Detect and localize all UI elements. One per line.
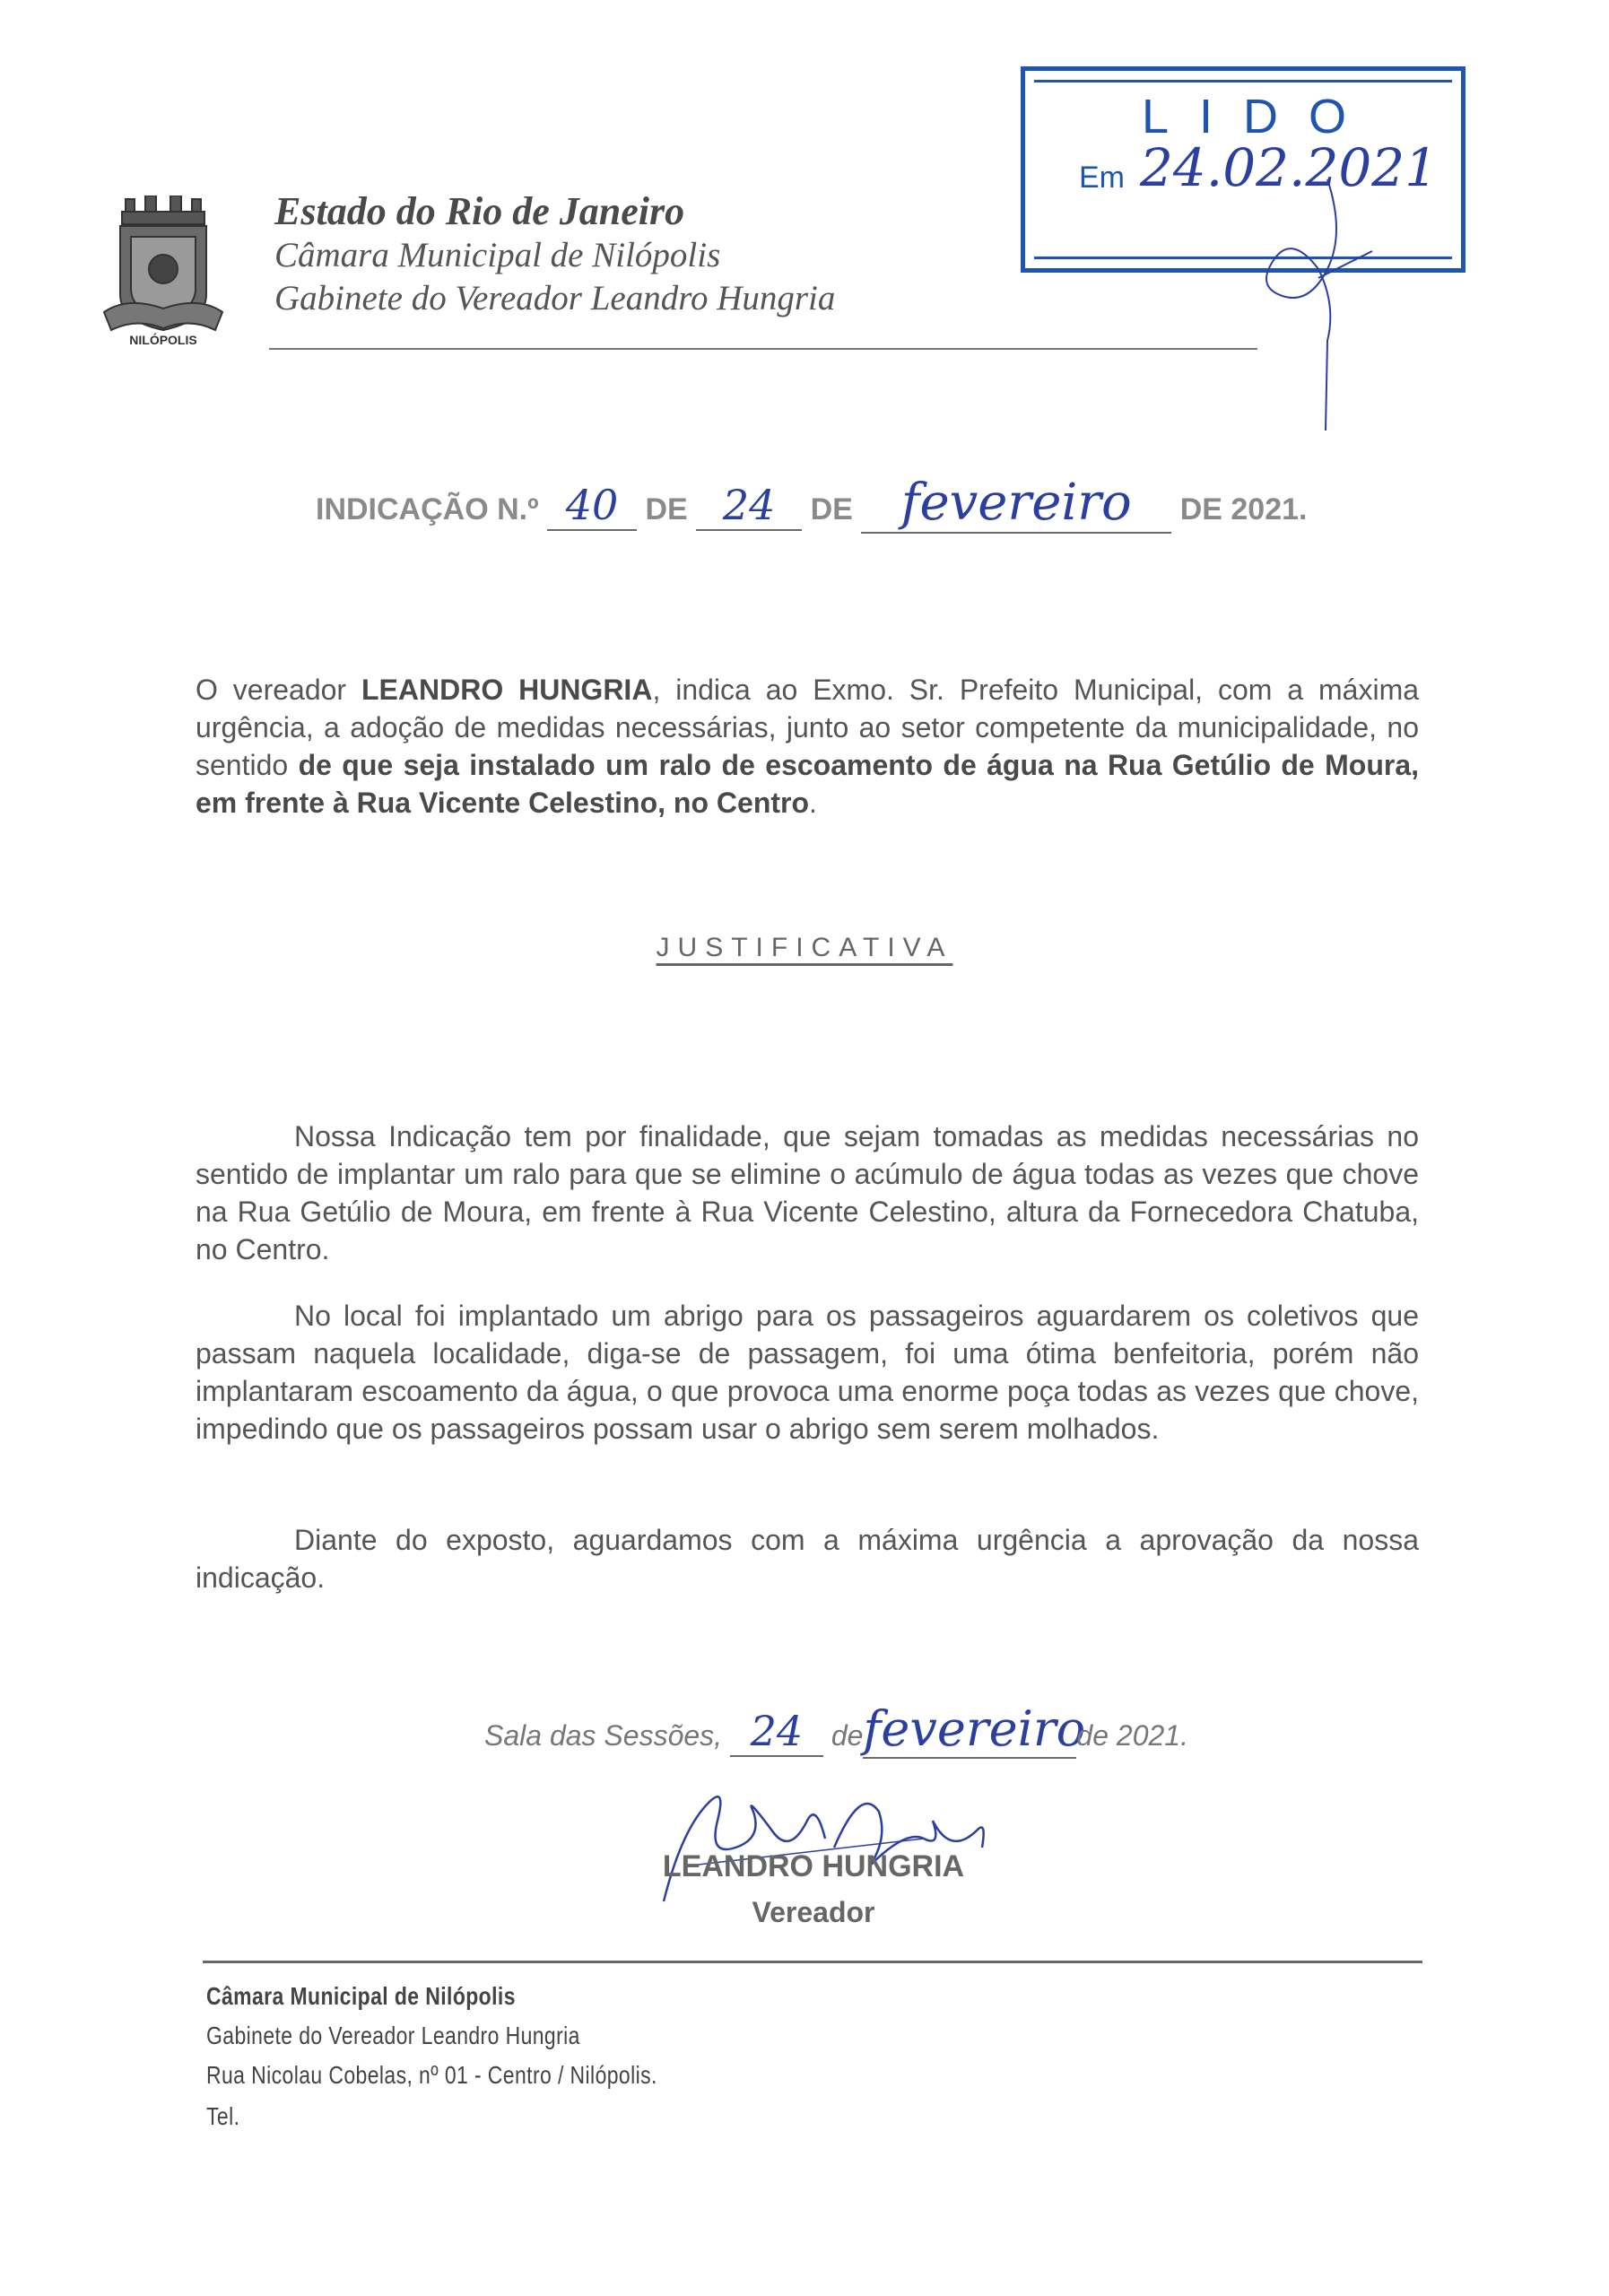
indicacao-de2: DE — [810, 492, 853, 526]
municipal-crest-logo — [100, 196, 226, 350]
stamp-initials-scribble — [1220, 161, 1381, 430]
sala-day: 24 — [730, 1707, 823, 1757]
sala-year: de 2021. — [1076, 1719, 1188, 1752]
header-office: Gabinete do Vereador Leandro Hungria — [274, 279, 836, 317]
sala-month: fevereiro — [863, 1700, 1086, 1757]
header-chamber: Câmara Municipal de Nilópolis — [274, 236, 721, 274]
signer-name: LEANDRO HUNGRIA — [662, 1849, 965, 1883]
indicacao-month: fevereiro — [861, 474, 1171, 534]
sala-de: de — [831, 1719, 864, 1752]
p1-start: O vereador — [196, 674, 361, 706]
header-divider — [269, 348, 1257, 350]
p1-request: de que seja instalado um ralo de escoamento de água na Rua Getúlio de Moura, em frente à Rua Vicente Celestino, no Centro — [196, 749, 1420, 819]
footer-address: Rua Nicolau Cobelas, nº 01 - Centro / Nilópolis. — [206, 2061, 657, 2089]
p1-councillor-name: LEANDRO HUNGRIA — [361, 674, 653, 706]
footer-divider — [203, 1961, 1422, 1963]
footer-phone: Tel. — [206, 2102, 240, 2130]
session-date-line — [484, 1700, 1188, 1759]
paragraph-justification-1: Nossa Indicação tem por finalidade, que sejam tomadas as medidas necessárias no sentido de implantar um ralo para que se elimine o acúmulo de água todas as vezes que chove na Rua Getúlio de Moura, em frente à Rua Vicente Celestino, altura da Fornecedora Chatuba, no Centro. — [196, 1120, 1419, 1265]
p1-end: . — [809, 787, 817, 819]
stamp-title: LIDO — [1142, 90, 1378, 144]
handwritten-signature — [655, 1776, 996, 1910]
indicacao-prefix: INDICAÇÃO N.º — [316, 492, 539, 526]
stamp-em-label: Em — [1079, 161, 1125, 195]
paragraph-indication — [196, 671, 1419, 822]
p1-middle: , indica ao Exmo. Sr. Prefeito Municipal, com a máxima urgência, a adoção de medidas necessárias, junto ao setor competente da municipalidade, no sentido — [196, 674, 1420, 781]
header-state: Estado do Rio de Janeiro — [274, 189, 685, 233]
indicacao-number: 40 — [547, 481, 637, 531]
indicacao-de1: DE — [645, 492, 688, 526]
indicacao-title — [316, 474, 1307, 534]
paragraph-conclusion: Diante do exposto, aguardamos com a máxima urgência a aprovação da nossa indicação. — [196, 1524, 1419, 1594]
justification-title: JUSTIFICATIVA — [656, 933, 953, 962]
crest-motto: NILÓPOLIS — [129, 333, 197, 347]
signer-role: Vereador — [752, 1896, 875, 1928]
footer-office: Gabinete do Vereador Leandro Hungria — [206, 2022, 580, 2049]
paragraph-justification-2: No local foi implantado um abrigo para os passageiros aguardarem os coletivos que passam naquela localidade, diga-se de passagem, foi uma ótima benfeitoria, porém não implantaram escoamento da água, o que provoca uma enorme poça todas as vezes que chove, impedindo que os passageiros possam usar o abrigo sem serem molhados. — [196, 1300, 1419, 1445]
footer-chamber: Câmara Municipal de Nilópolis — [206, 1982, 516, 2010]
indicacao-suffix: DE 2021. — [1179, 492, 1308, 526]
stamp-date: 24.02.2021 — [1140, 137, 1439, 198]
indicacao-day: 24 — [696, 481, 802, 531]
justification-heading — [0, 933, 1609, 963]
sala-prefix: Sala das Sessões, — [484, 1719, 723, 1752]
